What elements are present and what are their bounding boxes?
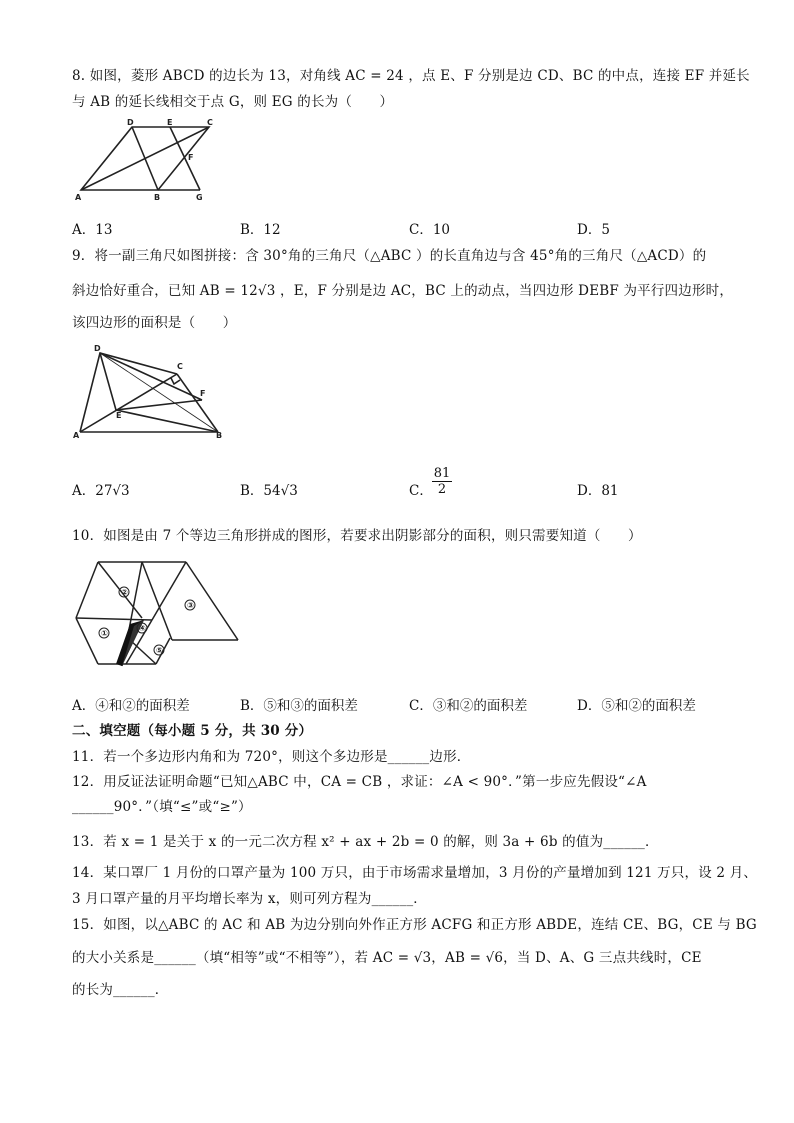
q10-label-4: ④ [139,624,146,633]
q12-stem-line2: ______90°．”（填“≤”或“≥”） [72,799,252,815]
q8-option-c: C．10 [409,222,451,238]
q10-label-3: ③ [187,601,194,610]
q14-stem-line2: 3 月口罩产量的月平均增长率为 x，则可列方程为______． [72,891,427,907]
q9-option-c-denominator: 2 [432,481,452,497]
q8-option-a: A．13 [72,222,113,238]
q8-label-B: B [154,193,161,202]
q8-label-A: A [75,193,82,202]
q10-triangles-figure [72,556,244,676]
q8-stem-line1: 8. 如图，菱形 ABCD 的边长为 13，对角线 AC = 24 ，点 E、F 分别是边 CD、BC 的中点，连接 EF 并延长 [72,68,750,84]
q9-label-B: B [216,431,223,440]
q9-label-A: A [73,431,80,440]
q10-label-2: ② [121,588,128,597]
q8-rhombus-figure [72,118,222,204]
q9-option-d: D．81 [577,483,619,499]
q8-stem-line2: 与 AB 的延长线相交于点 G，则 EG 的长为（ ） [72,94,394,110]
q9-stem-line2: 斜边恰好重合，已知 AB = 12√3 ，E，F 分别是边 AC，BC 上的动点，当四边形 DEBF 为平行四边形时， [72,283,734,299]
section-heading-fill-in: 二、填空题（每小题 5 分，共 30 分） [72,723,313,739]
q13-stem: 13．若 x = 1 是关于 x 的一元二次方程 x² + ax + 2b = 0 的解，则 3a + 6b 的值为______． [72,834,659,850]
q8-label-C: C [207,118,213,127]
q9-option-c-prefix: C． [409,483,433,499]
q11-stem: 11．若一个多边形内角和为 720°，则这个多边形是______边形． [72,749,471,765]
q14-stem-line1: 14．某口罩厂 1 月份的口罩产量为 100 万只，由于市场需求量增加，3 月份的产量增加到 121 万只，设 2 月、 [72,865,758,881]
q8-option-d: D．5 [577,222,610,238]
q9-option-b: B．54√3 [240,483,298,499]
q10-label-5: ⑤ [156,646,163,655]
q15-stem-line3: 的长为______． [72,982,169,998]
q10-stem-line1: 10．如图是由 7 个等边三角形拼成的图形，若要求出阴影部分的面积，则只需要知道（ ） [72,528,642,544]
q10-label-1: ① [101,629,108,638]
q9-option-c-fraction [432,466,452,497]
q8-label-E: E [167,118,173,127]
q9-label-C: C [177,362,183,371]
q8-label-G: G [196,193,203,202]
q9-label-D: D [94,344,101,353]
q9-option-c-numerator: 81 [433,466,451,481]
q10-option-c: C．③和②的面积差 [409,698,528,714]
q9-option-a: A．27√3 [72,483,130,499]
q9-stem-line3: 该四边形的面积是（ ） [72,315,237,331]
q15-stem-line2: 的大小关系是______（填“相等”或“不相等”），若 AC = √3，AB = √6，当 D、A、G 三点共线时，CE [72,950,702,966]
q10-option-d: D．⑤和②的面积差 [577,698,696,714]
q8-option-b: B．12 [240,222,281,238]
q10-option-a: A．④和②的面积差 [72,698,190,714]
q8-label-D: D [127,118,134,127]
q8-label-F: F [188,153,194,162]
q9-stem-line1: 9．将一副三角尺如图拼接：含 30°角的三角尺（△ABC ）的长直角边与含 45°角的三角尺（△ACD）的 [72,248,707,264]
q9-label-E: E [116,411,122,420]
q9-triangles-figure [72,340,232,442]
q9-label-F: F [200,389,206,398]
q15-stem-line1: 15．如图，以△ABC 的 AC 和 AB 为边分别向外作正方形 ACFG 和正方形 ABDE，连结 CE、BG，CE 与 BG [72,917,757,933]
q12-stem-line1: 12．用反证法证明命题“已知△ABC 中，CA = CB ，求证：∠A < 90°．”第一步应先假设“∠A [72,774,647,790]
q10-option-b: B．⑤和③的面积差 [240,698,358,714]
